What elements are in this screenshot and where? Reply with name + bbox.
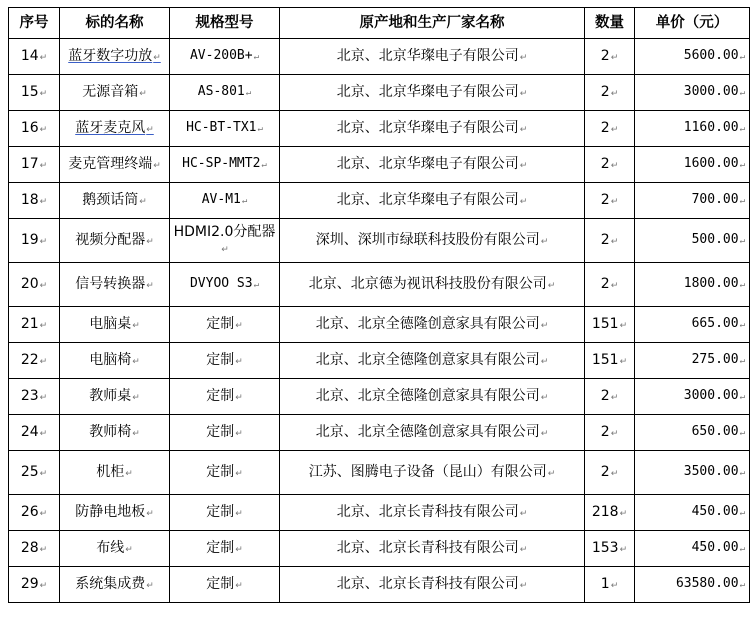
row-name: 鹅颈话筒 ↵ (82, 192, 147, 208)
product-table (8, 7, 750, 603)
row-qty: 2 ↵ (601, 464, 618, 480)
row-qty: 2 ↵ (601, 84, 618, 100)
row-origin: 北京、北京华璨电子有限公司 ↵ (337, 48, 528, 64)
row-model: AS-801 ↵ (198, 84, 251, 99)
row-model: 定制 ↵ (206, 464, 243, 480)
table-row (9, 567, 750, 603)
table-row (9, 531, 750, 567)
row-name: 防静电地板 ↵ (75, 504, 154, 520)
header-model: 规格型号 (170, 8, 280, 39)
row-model: 定制 ↵ (206, 540, 243, 556)
row-no: 18 ↵ (21, 192, 47, 208)
row-name: 麦克管理终端 ↵ (68, 156, 161, 172)
row-name: 蓝牙数字功放 ↵ (68, 48, 161, 64)
table-row (9, 343, 750, 379)
row-model: 定制 ↵ (206, 424, 243, 440)
row-name: 机柜 ↵ (96, 464, 133, 480)
row-name: 系统集成费 ↵ (75, 576, 154, 592)
row-qty: 218 ↵ (592, 504, 627, 520)
table-row (9, 263, 750, 307)
row-model: HC-BT-TX1 ↵ (186, 120, 263, 135)
row-origin: 北京、北京长青科技有限公司 ↵ (337, 504, 528, 520)
row-qty: 151 ↵ (592, 352, 627, 368)
row-no: 22 ↵ (21, 352, 47, 368)
row-qty: 2 ↵ (601, 276, 618, 292)
row-price: 450.00 ↵ (692, 504, 745, 519)
row-price: 650.00 ↵ (692, 424, 745, 439)
row-origin: 北京、北京华璨电子有限公司 ↵ (337, 120, 528, 136)
row-qty: 2 ↵ (601, 156, 618, 172)
row-price: 3500.00 ↵ (684, 464, 745, 479)
row-model: 定制 ↵ (206, 388, 243, 404)
row-price: 700.00 ↵ (692, 192, 745, 207)
row-model: AV-200B+ ↵ (190, 48, 259, 63)
row-model: HC-SP-MMT2 ↵ (182, 156, 267, 171)
row-price: 450.00 ↵ (692, 540, 745, 555)
row-model: 定制 ↵ (206, 504, 243, 520)
row-price: 63580.00 ↵ (676, 576, 745, 591)
table-row (9, 379, 750, 415)
table-row (9, 415, 750, 451)
row-no: 25 ↵ (21, 464, 47, 480)
header-origin: 原产地和生产厂家名称 (280, 8, 585, 39)
table-row (9, 451, 750, 495)
row-origin: 北京、北京全德隆创意家具有限公司 ↵ (316, 316, 549, 332)
row-no: 24 ↵ (21, 424, 47, 440)
table-row (9, 147, 750, 183)
row-price: 665.00 ↵ (692, 316, 745, 331)
row-model: HDMI2.0分配器 ↵ (174, 224, 276, 256)
row-model: AV-M1 ↵ (202, 192, 248, 207)
row-origin: 北京、北京华璨电子有限公司 ↵ (337, 156, 528, 172)
row-price: 500.00 ↵ (692, 232, 745, 247)
row-origin: 北京、北京长青科技有限公司 ↵ (337, 540, 528, 556)
row-origin: 北京、北京德为视讯科技股份有限公司 ↵ (309, 276, 556, 292)
row-model: 定制 ↵ (206, 576, 243, 592)
row-qty: 2 ↵ (601, 192, 618, 208)
row-name: 视频分配器 ↵ (75, 232, 154, 248)
row-no: 23 ↵ (21, 388, 47, 404)
row-qty: 153 ↵ (592, 540, 627, 556)
row-name: 教师桌 ↵ (89, 388, 140, 404)
row-price: 1160.00 ↵ (684, 120, 745, 135)
table-row (9, 183, 750, 219)
row-price: 5600.00 ↵ (684, 48, 745, 63)
row-name: 布线 ↵ (96, 540, 133, 556)
row-name: 无源音箱 ↵ (82, 84, 147, 100)
row-no: 21 ↵ (21, 316, 47, 332)
header-no: 序号 (9, 8, 60, 39)
table-row (9, 219, 750, 263)
table-row (9, 75, 750, 111)
row-name: 教师椅 ↵ (89, 424, 140, 440)
row-no: 16 ↵ (21, 120, 47, 136)
row-qty: 2 ↵ (601, 48, 618, 64)
row-no: 14 ↵ (21, 48, 47, 64)
row-no: 15 ↵ (21, 84, 47, 100)
row-price: 275.00 ↵ (692, 352, 745, 367)
row-name: 电脑桌 ↵ (89, 316, 140, 332)
row-name: 蓝牙麦克风 ↵ (75, 120, 154, 136)
row-name: 电脑椅 ↵ (89, 352, 140, 368)
row-origin: 北京、北京全德隆创意家具有限公司 ↵ (316, 352, 549, 368)
row-qty: 2 ↵ (601, 120, 618, 136)
row-model: 定制 ↵ (206, 316, 243, 332)
row-price: 1600.00 ↵ (684, 156, 745, 171)
table-row (9, 39, 750, 75)
row-price: 3000.00 ↵ (684, 388, 745, 403)
row-qty: 2 ↵ (601, 232, 618, 248)
row-name: 信号转换器 ↵ (75, 276, 154, 292)
table-row (9, 495, 750, 531)
row-model: 定制 ↵ (206, 352, 243, 368)
row-model: DVYOO S3 ↵ (190, 276, 259, 291)
row-no: 19 ↵ (21, 232, 47, 248)
row-origin: 北京、北京长青科技有限公司 ↵ (337, 576, 528, 592)
row-no: 26 ↵ (21, 504, 47, 520)
header-qty: 数量 (585, 8, 635, 39)
table-row (9, 111, 750, 147)
row-no: 28 ↵ (21, 540, 47, 556)
row-price: 1800.00 ↵ (684, 276, 745, 291)
row-qty: 2 ↵ (601, 388, 618, 404)
row-origin: 北京、北京华璨电子有限公司 ↵ (337, 84, 528, 100)
header-name: 标的名称 (60, 8, 170, 39)
row-origin: 深圳、深圳市绿联科技股份有限公司 ↵ (316, 232, 549, 248)
header-price: 单价（元） (635, 8, 750, 39)
row-no: 29 ↵ (21, 576, 47, 592)
row-price: 3000.00 ↵ (684, 84, 745, 99)
row-qty: 1 ↵ (601, 576, 618, 592)
row-origin: 北京、北京全德隆创意家具有限公司 ↵ (316, 388, 549, 404)
table-row (9, 307, 750, 343)
row-origin: 北京、北京华璨电子有限公司 ↵ (337, 192, 528, 208)
row-qty: 151 ↵ (592, 316, 627, 332)
row-qty: 2 ↵ (601, 424, 618, 440)
row-no: 17 ↵ (21, 156, 47, 172)
table-header-row (9, 8, 750, 39)
row-no: 20 ↵ (21, 276, 47, 292)
row-origin: 江苏、图腾电子设备（昆山）有限公司 ↵ (309, 464, 556, 480)
row-origin: 北京、北京全德隆创意家具有限公司 ↵ (316, 424, 549, 440)
